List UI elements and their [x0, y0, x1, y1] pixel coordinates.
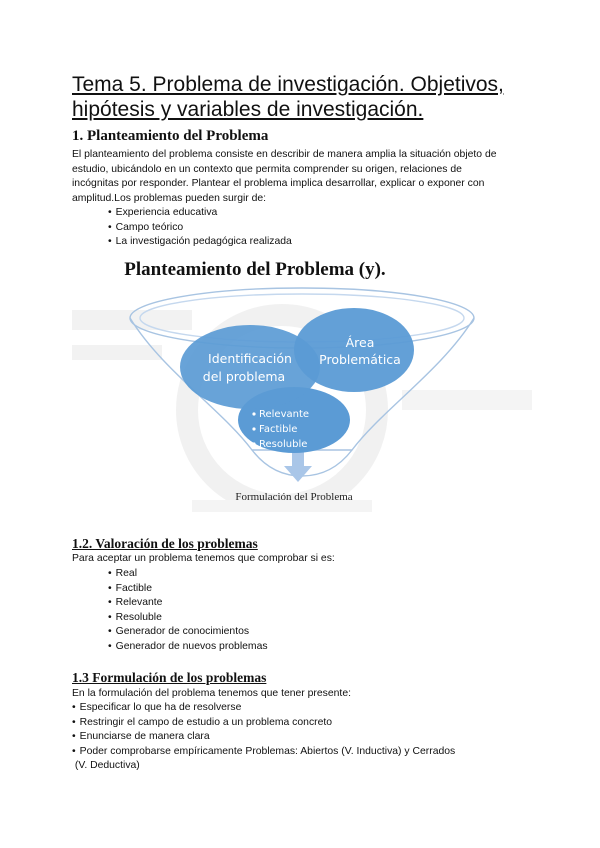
problem-area-label-line-2: Problemática — [319, 352, 401, 367]
document-title — [72, 72, 532, 122]
valuation-criteria-list — [108, 567, 268, 654]
paragraph-line: amplitud.Los problemas pueden surgir de: — [72, 192, 267, 204]
list-item: • Restringir el campo de estudio a un problema concreto — [72, 716, 455, 731]
criteria-item: Relevante — [259, 409, 310, 420]
list-item: • Relevante — [108, 596, 268, 611]
formulation-list — [72, 701, 455, 759]
section-3-intro: En la formulación del problema tenemos que tener presente: — [72, 688, 351, 699]
paragraph-line: incógnitas por responder. Plantear el problema implica desarrollar, explicar o exponer con — [72, 178, 485, 189]
list-item: • La investigación pedagógica realizada — [108, 235, 292, 250]
section-2-intro: Para aceptar un problema tenemos que comprobar si es: — [72, 553, 335, 564]
list-item: • Especificar lo que ha de resolverse — [72, 701, 455, 716]
document-title-line-1: Tema 5. Problema de investigación. Objetivos, — [72, 73, 504, 96]
problem-area-circle — [294, 308, 414, 392]
down-arrow-icon — [284, 452, 312, 482]
list-item: • Generador de nuevos problemas — [108, 640, 268, 655]
criteria-item: Resoluble — [259, 439, 308, 450]
section-3-continuation: (V. Deductiva) — [72, 760, 140, 771]
section-1-paragraph — [72, 148, 542, 206]
problem-sources-list — [108, 206, 292, 250]
problem-area-label-line-1: Área — [345, 335, 375, 350]
identification-label-line-2: del problema — [202, 369, 286, 384]
diagram-title: Planteamiento del Problema (y). — [124, 259, 386, 280]
diagram-caption: Formulación del Problema — [235, 491, 353, 503]
section-1-heading: 1. Planteamiento del Problema — [72, 128, 269, 144]
criteria-item: Factible — [259, 424, 298, 435]
funnel-diagram — [72, 250, 532, 512]
list-item: • Experiencia educativa — [108, 206, 292, 221]
list-item: • Resoluble — [108, 611, 268, 626]
paragraph-line: El planteamiento del problema consiste en describir de manera amplia la situación objeto de — [72, 149, 497, 160]
list-item: • Real — [108, 567, 268, 582]
document-title-line-2: hipótesis y variables de investigación. — [72, 98, 424, 121]
list-item: • Factible — [108, 582, 268, 597]
paragraph-line: estudio, ubicándolo en un contexto que permita comprender su origen, relaciones de — [72, 163, 462, 175]
funnel-diagram-svg — [72, 250, 532, 512]
section-2-heading: 1.2. Valoración de los problemas — [72, 536, 258, 551]
list-item: • Enunciarse de manera clara — [72, 730, 455, 745]
section-3-heading: 1.3 Formulación de los problemas — [72, 670, 267, 685]
list-item: • Campo teórico — [108, 221, 292, 236]
list-item: • Poder comprobarse empíricamente Problemas: Abiertos (V. Inductiva) y Cerrados — [72, 745, 455, 760]
identification-label-line-1: Identificación — [208, 351, 292, 366]
list-item: • Generador de conocimientos — [108, 625, 268, 640]
